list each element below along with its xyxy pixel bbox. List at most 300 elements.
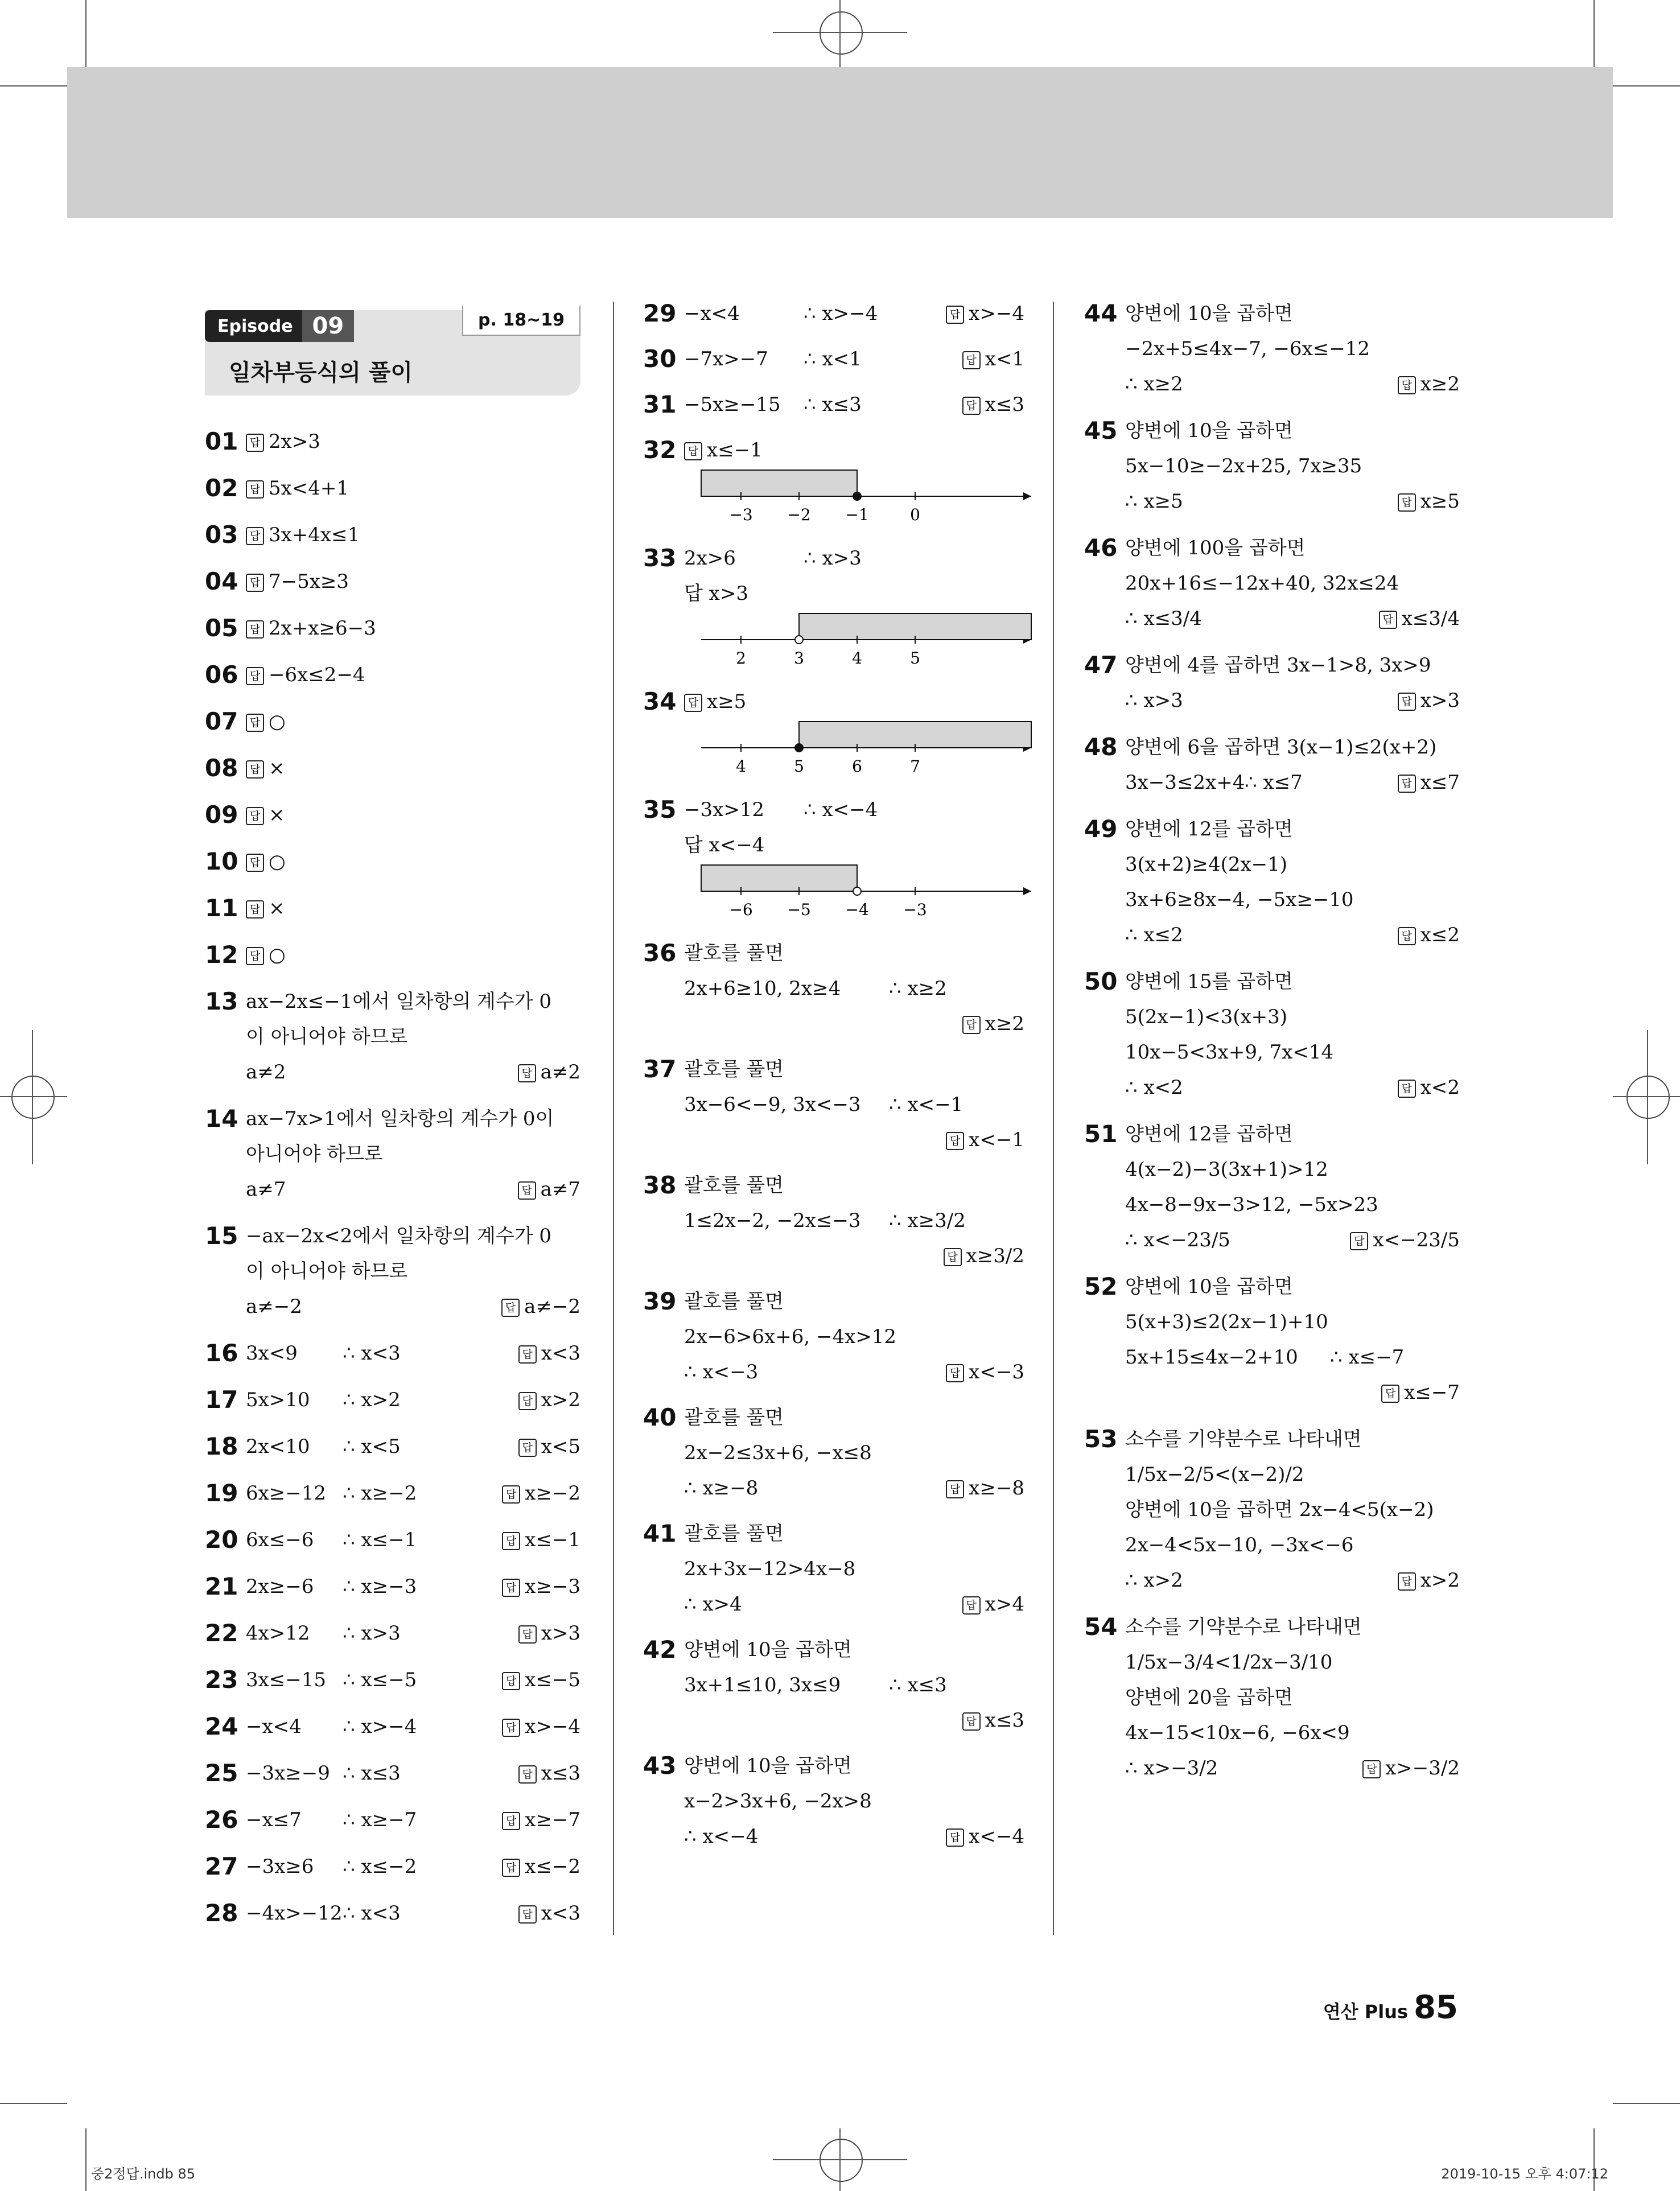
answer-value: x≤−7 xyxy=(1404,1381,1460,1404)
answer-mark-icon: 답 xyxy=(246,527,264,545)
solution-line xyxy=(1125,1751,1460,1786)
final-answer xyxy=(946,296,1024,331)
solution-step: a≠2 xyxy=(246,1061,286,1084)
answer-value: x≤−1 xyxy=(525,1529,580,1551)
answer-mark-icon: 답 xyxy=(962,1596,981,1615)
problem-number: 16 xyxy=(205,1339,238,1367)
solution-body xyxy=(246,1101,580,1207)
solution-step xyxy=(246,897,285,920)
solution-step: 양변에 20을 곱하면 xyxy=(1125,1686,1293,1709)
answer-mark-icon: 답 xyxy=(518,1345,537,1364)
solution-body xyxy=(684,387,1024,422)
solution-line xyxy=(1125,683,1460,718)
solution-step: ∴ x≥5 xyxy=(1125,490,1183,513)
solution-line xyxy=(246,424,580,459)
solution-line xyxy=(684,936,1024,971)
problem-number: 31 xyxy=(643,390,677,418)
solution-step: −x<4 xyxy=(246,1715,302,1738)
problem-number: 11 xyxy=(205,894,238,922)
answer-value: x>−3/2 xyxy=(1385,1757,1460,1780)
answer-value: x>2 xyxy=(1420,1569,1460,1592)
solution-step: 4x−8−9x−3>12, −5x>23 xyxy=(1125,1193,1378,1216)
therefore-step: ∴ x>3 xyxy=(343,1622,401,1645)
solution-body xyxy=(246,1802,580,1838)
solution-step: 3x−6<−9, 3x<−3 xyxy=(684,1093,861,1116)
solution-line xyxy=(246,1662,580,1698)
number-line xyxy=(695,611,1037,674)
episode-word: Episode xyxy=(217,316,293,336)
solution-body xyxy=(684,541,1024,674)
solution-step: 괄호를 풀면 xyxy=(684,1174,784,1197)
solution-step: 3(x+2)≥4(2x−1) xyxy=(1125,853,1288,876)
answer-mark-icon: 답 xyxy=(1398,1572,1416,1591)
solution-body xyxy=(684,1168,1024,1274)
solution-body xyxy=(246,564,580,599)
solution-body xyxy=(1125,648,1460,718)
solution-body xyxy=(1125,964,1460,1105)
solution-line xyxy=(684,1667,1024,1703)
problem-number: 10 xyxy=(205,847,238,875)
solution-line xyxy=(684,1784,1024,1819)
answer-mark-icon: 답 xyxy=(1362,1760,1381,1778)
problem-number: 41 xyxy=(643,1519,677,1547)
problem-number: 30 xyxy=(643,345,677,373)
number-line-tick-label: −5 xyxy=(787,900,811,919)
answer-mark-icon: 답 xyxy=(246,947,264,965)
column-divider xyxy=(613,302,614,1935)
solution-body xyxy=(1125,1269,1460,1410)
answer-value: × xyxy=(269,804,285,826)
answer-value: x≥−8 xyxy=(969,1477,1024,1500)
number-line-tick-label: −3 xyxy=(903,900,927,919)
solution-line xyxy=(684,792,1024,827)
solution-line xyxy=(246,1382,580,1418)
answer-mark-icon: 답 xyxy=(502,1859,520,1877)
final-answer xyxy=(518,1172,580,1207)
solution-line xyxy=(1125,484,1460,519)
answer-value: x≥−7 xyxy=(525,1809,580,1831)
answer-mark-icon: 답 xyxy=(246,480,264,499)
therefore-step: ∴ x<5 xyxy=(343,1435,401,1458)
solution-body xyxy=(246,1756,580,1791)
episode-title: 일차부등식의 풀이 xyxy=(229,360,413,386)
therefore-step: ∴ x>3 xyxy=(804,547,862,570)
solution-step: −3x≥6 xyxy=(246,1855,314,1878)
page-label: 연산 Plus xyxy=(1323,2001,1409,2023)
registration-mark xyxy=(820,2139,863,2182)
solution-step: 1/5x−2/5<(x−2)/2 xyxy=(1125,1463,1304,1486)
problem-number: 12 xyxy=(205,941,238,969)
solution-step: 양변에 6을 곱하면 3(x−1)≤2(x+2) xyxy=(1125,736,1437,759)
solution-line xyxy=(1125,1035,1460,1070)
number-line-tick-label: −1 xyxy=(845,505,869,524)
problem-number: 50 xyxy=(1084,967,1118,995)
number-line-tick-label: 5 xyxy=(910,649,920,668)
answer-value: a≠−2 xyxy=(524,1295,580,1318)
solution-step: 소수를 기약분수로 나타내면 xyxy=(1125,1428,1362,1451)
therefore-step: ∴ x≤3 xyxy=(343,1762,401,1785)
final-answer xyxy=(962,387,1024,422)
therefore-step: ∴ x≥2 xyxy=(889,977,947,1000)
solution-line xyxy=(684,1551,1024,1587)
solution-body xyxy=(246,471,580,506)
problem-number: 17 xyxy=(205,1386,238,1414)
solution-body xyxy=(684,936,1024,1041)
solution-line xyxy=(684,341,1024,377)
solution-step: −5x≥−15 xyxy=(684,393,781,416)
solution-line xyxy=(684,1819,1024,1854)
problem-number: 08 xyxy=(205,754,238,782)
solution-step: 20x+16≤−12x+40, 32x≤24 xyxy=(1125,572,1399,595)
solution-step: a≠7 xyxy=(246,1178,286,1201)
problem-number: 47 xyxy=(1084,651,1118,679)
answer-mark-icon: 답 xyxy=(1398,493,1416,512)
solution-line xyxy=(1125,331,1460,366)
solution-body xyxy=(684,1400,1024,1506)
solution-step xyxy=(684,690,746,713)
solution-body xyxy=(246,517,580,553)
answer-mark-icon: 답 xyxy=(518,1392,537,1410)
therefore-step: ∴ x≤−2 xyxy=(343,1855,417,1878)
solution-line xyxy=(1125,1152,1460,1187)
answer-value: x>3 xyxy=(541,1622,580,1645)
number-line-arrow-icon xyxy=(1023,492,1031,500)
solution-line xyxy=(684,827,1024,863)
problem-number: 39 xyxy=(643,1287,677,1315)
answer-mark-icon: 답 xyxy=(946,1480,964,1498)
solution-line xyxy=(684,576,1024,611)
solution-line xyxy=(1125,1609,1460,1645)
answer-value: ○ xyxy=(269,944,286,966)
solution-body xyxy=(684,792,1024,925)
solution-line xyxy=(246,1896,580,1931)
solution-body xyxy=(246,1218,580,1324)
answer-value: x>3 xyxy=(1420,689,1460,712)
solution-line xyxy=(1125,730,1460,765)
solution-line xyxy=(684,1319,1024,1354)
therefore-step: ∴ x<1 xyxy=(804,348,862,370)
solution-line xyxy=(1125,812,1460,847)
solution-line xyxy=(1125,1340,1460,1375)
answer-value: x≤−5 xyxy=(525,1669,580,1691)
solution-line xyxy=(1125,296,1460,331)
solution-step: 6x≥−12 xyxy=(246,1482,327,1505)
solution-body xyxy=(246,751,580,786)
therefore-step: ∴ x<−1 xyxy=(889,1093,963,1116)
solution-step: a≠−2 xyxy=(246,1295,302,1318)
answer-mark-icon: 답 xyxy=(246,667,264,685)
answer-value: x≥−2 xyxy=(525,1482,580,1505)
therefore-step: ∴ x≥−7 xyxy=(343,1809,417,1831)
solution-line xyxy=(684,296,1024,331)
final-answer xyxy=(518,1336,580,1371)
final-answer xyxy=(962,1006,1024,1041)
problem-number: 06 xyxy=(205,661,238,689)
solution-body xyxy=(684,1516,1024,1622)
final-answer xyxy=(962,1587,1024,1622)
crop-mark xyxy=(1593,0,1595,67)
answer-mark-icon: 답 xyxy=(962,397,981,415)
solution-step: 3x≤−15 xyxy=(246,1669,327,1691)
solution-step: 2x−4<5x−10, −3x<−6 xyxy=(1125,1534,1354,1556)
answer-mark-icon: 답 xyxy=(1398,1080,1416,1098)
crop-mark xyxy=(85,0,87,67)
header-band xyxy=(67,67,1613,218)
solution-line xyxy=(684,433,1024,468)
therefore-step: ∴ x≤3 xyxy=(804,393,862,416)
final-answer xyxy=(1398,917,1460,953)
solution-step: 답 x>3 xyxy=(684,582,748,605)
answer-mark-icon: 답 xyxy=(246,854,264,872)
problem-number: 49 xyxy=(1084,815,1118,843)
episode-number: 09 xyxy=(302,310,355,342)
solution-step xyxy=(246,570,349,593)
problem-number: 38 xyxy=(643,1171,677,1199)
open-point xyxy=(795,636,803,644)
number-line-tick-label: −6 xyxy=(729,900,753,919)
final-answer xyxy=(946,1471,1024,1506)
solution-step: 2x+3x−12>4x−8 xyxy=(684,1558,856,1580)
final-answer xyxy=(946,1122,1024,1158)
solution-step: ∴ x>3 xyxy=(1125,689,1183,712)
solution-line xyxy=(684,1587,1024,1622)
solution-line xyxy=(1125,648,1460,683)
answer-mark-icon: 답 xyxy=(1379,611,1397,629)
solution-step: 2x−2≤3x+6, −x≤8 xyxy=(684,1442,872,1464)
answer-mark-icon: 답 xyxy=(1350,1232,1368,1250)
solution-line xyxy=(246,657,580,693)
solution-step: ∴ x<−4 xyxy=(684,1825,759,1848)
solution-line xyxy=(1125,1422,1460,1457)
registration-mark xyxy=(1627,1076,1670,1119)
answer-value: x<3 xyxy=(541,1342,580,1365)
solution-body xyxy=(246,1709,580,1744)
number-line-tick-label: 4 xyxy=(736,757,746,776)
solution-step: 양변에 4를 곱하면 3x−1>8, 3x>9 xyxy=(1125,654,1431,677)
registration-line xyxy=(839,0,841,67)
solution-step: 3x+1≤10, 3x≤9 xyxy=(684,1674,841,1696)
final-answer xyxy=(1398,366,1460,402)
solution-line xyxy=(246,1254,580,1289)
number-line xyxy=(695,468,1037,530)
final-answer xyxy=(502,1849,580,1884)
answer-value: x>2 xyxy=(541,1389,580,1411)
answer-value: x>−4 xyxy=(525,1715,580,1738)
solution-step: 2x>6 xyxy=(684,547,736,570)
solution-step: 4(x−2)−3(3x+1)>12 xyxy=(1125,1158,1328,1181)
solution-step: 5(x+3)≤2(2x−1)+10 xyxy=(1125,1311,1328,1333)
answer-mark-icon: 답 xyxy=(1398,775,1416,793)
problem-number: 35 xyxy=(643,796,677,823)
solution-line xyxy=(684,1087,1024,1122)
solution-line xyxy=(684,1516,1024,1551)
answer-mark-icon: 답 xyxy=(1398,927,1416,945)
problem-number: 07 xyxy=(205,707,238,735)
problem-number: 27 xyxy=(205,1852,238,1880)
solution-step: ∴ x≤3/4 xyxy=(1125,607,1202,630)
answer-value: x≤3/4 xyxy=(1401,607,1460,630)
answer-mark-icon: 답 xyxy=(246,760,264,779)
solution-line xyxy=(1125,765,1460,800)
answer-value: x>−4 xyxy=(969,302,1024,325)
answer-mark-icon: 답 xyxy=(246,434,264,452)
final-answer xyxy=(518,1616,580,1651)
answer-value: ○ xyxy=(269,850,286,873)
answer-value: x<3 xyxy=(541,1902,580,1925)
answer-mark-icon: 답 xyxy=(518,1625,537,1644)
solution-step: ∴ x≤2 xyxy=(1125,924,1183,946)
answer-mark-icon: 답 xyxy=(246,900,264,919)
registration-line xyxy=(1647,1030,1648,1164)
problem-number: 02 xyxy=(205,474,238,502)
solution-step: 5x−10≥−2x+25, 7x≥35 xyxy=(1125,455,1362,477)
final-answer xyxy=(962,341,1024,377)
solution-step xyxy=(246,617,376,640)
solution-body xyxy=(684,341,1024,377)
solution-line xyxy=(684,1703,1024,1738)
final-answer xyxy=(1379,601,1460,636)
answer-value: x≤−2 xyxy=(525,1855,580,1878)
answer-value: × xyxy=(269,757,285,780)
solution-step: 괄호를 풀면 xyxy=(684,1058,784,1081)
crop-mark xyxy=(0,2103,67,2104)
solution-step: 5(2x−1)<3(x+3) xyxy=(1125,1006,1288,1028)
answer-mark-icon: 답 xyxy=(518,1181,536,1200)
problem-number: 37 xyxy=(643,1055,677,1083)
number-line-tick-label: −2 xyxy=(787,505,811,524)
answer-value: × xyxy=(269,897,285,920)
answer-mark-icon: 답 xyxy=(518,1439,537,1457)
answer-mark-icon: 답 xyxy=(946,306,964,324)
solution-line xyxy=(246,1172,580,1207)
solution-line xyxy=(246,1476,580,1511)
solution-line xyxy=(1125,1527,1460,1563)
problem-number: 05 xyxy=(205,614,238,642)
number-line-tick-label: 6 xyxy=(852,757,862,776)
answer-value: 3x+4x≤1 xyxy=(269,524,360,546)
problem-number: 42 xyxy=(643,1636,677,1663)
solution-step: ∴ x>2 xyxy=(1125,1569,1183,1592)
solution-body xyxy=(246,1662,580,1698)
answer-value: x≥5 xyxy=(1420,490,1460,513)
solution-step: 6x≤−6 xyxy=(246,1529,314,1551)
final-answer xyxy=(502,1522,580,1558)
answer-mark-icon: 답 xyxy=(246,807,264,825)
solution-line xyxy=(684,684,1024,719)
final-answer xyxy=(944,1238,1024,1274)
solution-line xyxy=(684,1435,1024,1471)
solution-line xyxy=(1125,1117,1460,1152)
answer-value: a≠7 xyxy=(540,1178,580,1201)
answer-mark-icon: 답 xyxy=(684,694,702,712)
final-answer xyxy=(502,1476,580,1511)
therefore-step: ∴ x≤−7 xyxy=(1330,1346,1405,1369)
answer-value: x≤2 xyxy=(1420,924,1460,946)
solution-step: ∴ x>−3/2 xyxy=(1125,1757,1218,1780)
solution-line xyxy=(1125,1070,1460,1105)
solution-step: −3x≥−9 xyxy=(246,1762,330,1785)
solution-line xyxy=(684,1006,1024,1041)
final-answer xyxy=(518,1896,580,1931)
solution-line xyxy=(246,1709,580,1744)
solution-line xyxy=(246,1849,580,1884)
solution-body xyxy=(246,891,580,926)
solution-step: ∴ x<2 xyxy=(1125,1076,1183,1099)
answer-value: x≥2 xyxy=(1420,373,1460,396)
solution-step xyxy=(684,439,763,462)
solution-body xyxy=(1125,812,1460,953)
answer-value: x<−3 xyxy=(969,1361,1024,1383)
solution-line xyxy=(684,1052,1024,1087)
episode-badge xyxy=(205,310,354,342)
solution-step: 4x>12 xyxy=(246,1622,310,1645)
solution-step: 3x−3≤2x+4 xyxy=(1125,771,1245,794)
solution-step xyxy=(246,757,285,780)
crop-mark xyxy=(1613,85,1680,87)
solution-step: ∴ x>4 xyxy=(684,1593,742,1616)
answer-mark-icon: 답 xyxy=(502,1719,520,1737)
solution-body xyxy=(246,1429,580,1464)
solution-line xyxy=(246,1522,580,1558)
problem-number: 51 xyxy=(1084,1120,1118,1148)
solution-line xyxy=(246,704,580,739)
answer-value: x<−1 xyxy=(969,1129,1024,1151)
final-answer xyxy=(962,1703,1024,1738)
solution-line xyxy=(1125,1715,1460,1751)
solution-line xyxy=(1125,917,1460,953)
answer-mark-icon: 답 xyxy=(946,1828,964,1847)
answer-value: x≥5 xyxy=(707,690,747,713)
therefore-step: ∴ x≥−3 xyxy=(343,1575,417,1598)
solution-step: 양변에 10을 곱하면 2x−4<5(x−2) xyxy=(1125,1498,1434,1521)
solution-line xyxy=(1125,1645,1460,1680)
solution-body xyxy=(246,424,580,459)
solution-step: 양변에 12를 곱하면 xyxy=(1125,818,1293,841)
solution-line xyxy=(1125,366,1460,402)
solution-line xyxy=(246,1336,580,1371)
final-answer xyxy=(502,1709,580,1744)
column-divider xyxy=(1053,302,1054,1935)
therefore-step: ∴ x<3 xyxy=(343,1902,401,1925)
final-answer xyxy=(1362,1751,1460,1786)
crop-mark xyxy=(1613,2103,1680,2104)
solution-body xyxy=(1125,530,1460,636)
solution-step xyxy=(246,524,360,546)
final-answer xyxy=(1381,1375,1460,1410)
problem-number: 43 xyxy=(643,1752,677,1780)
answer-value: x≤3 xyxy=(985,393,1024,416)
solution-line xyxy=(246,1218,580,1254)
final-answer xyxy=(502,1802,580,1838)
solution-line xyxy=(246,1101,580,1136)
solution-line xyxy=(1125,1492,1460,1527)
solution-line xyxy=(1125,1269,1460,1304)
solution-step: −2x+5≤4x−7, −6x≤−12 xyxy=(1125,337,1370,360)
page-number-block xyxy=(1323,1989,1458,2026)
final-answer xyxy=(946,1819,1024,1854)
solution-line xyxy=(684,1471,1024,1506)
open-point xyxy=(853,887,861,895)
problem-number: 36 xyxy=(643,939,677,967)
final-answer xyxy=(501,1289,580,1324)
solution-body xyxy=(246,1522,580,1558)
solution-body xyxy=(246,844,580,879)
number-line-tick-label: −4 xyxy=(845,900,869,919)
answer-mark-icon: 답 xyxy=(1381,1385,1399,1403)
solution-body xyxy=(246,704,580,739)
answer-value: a≠2 xyxy=(540,1061,580,1084)
answer-mark-icon: 답 xyxy=(502,1532,520,1550)
